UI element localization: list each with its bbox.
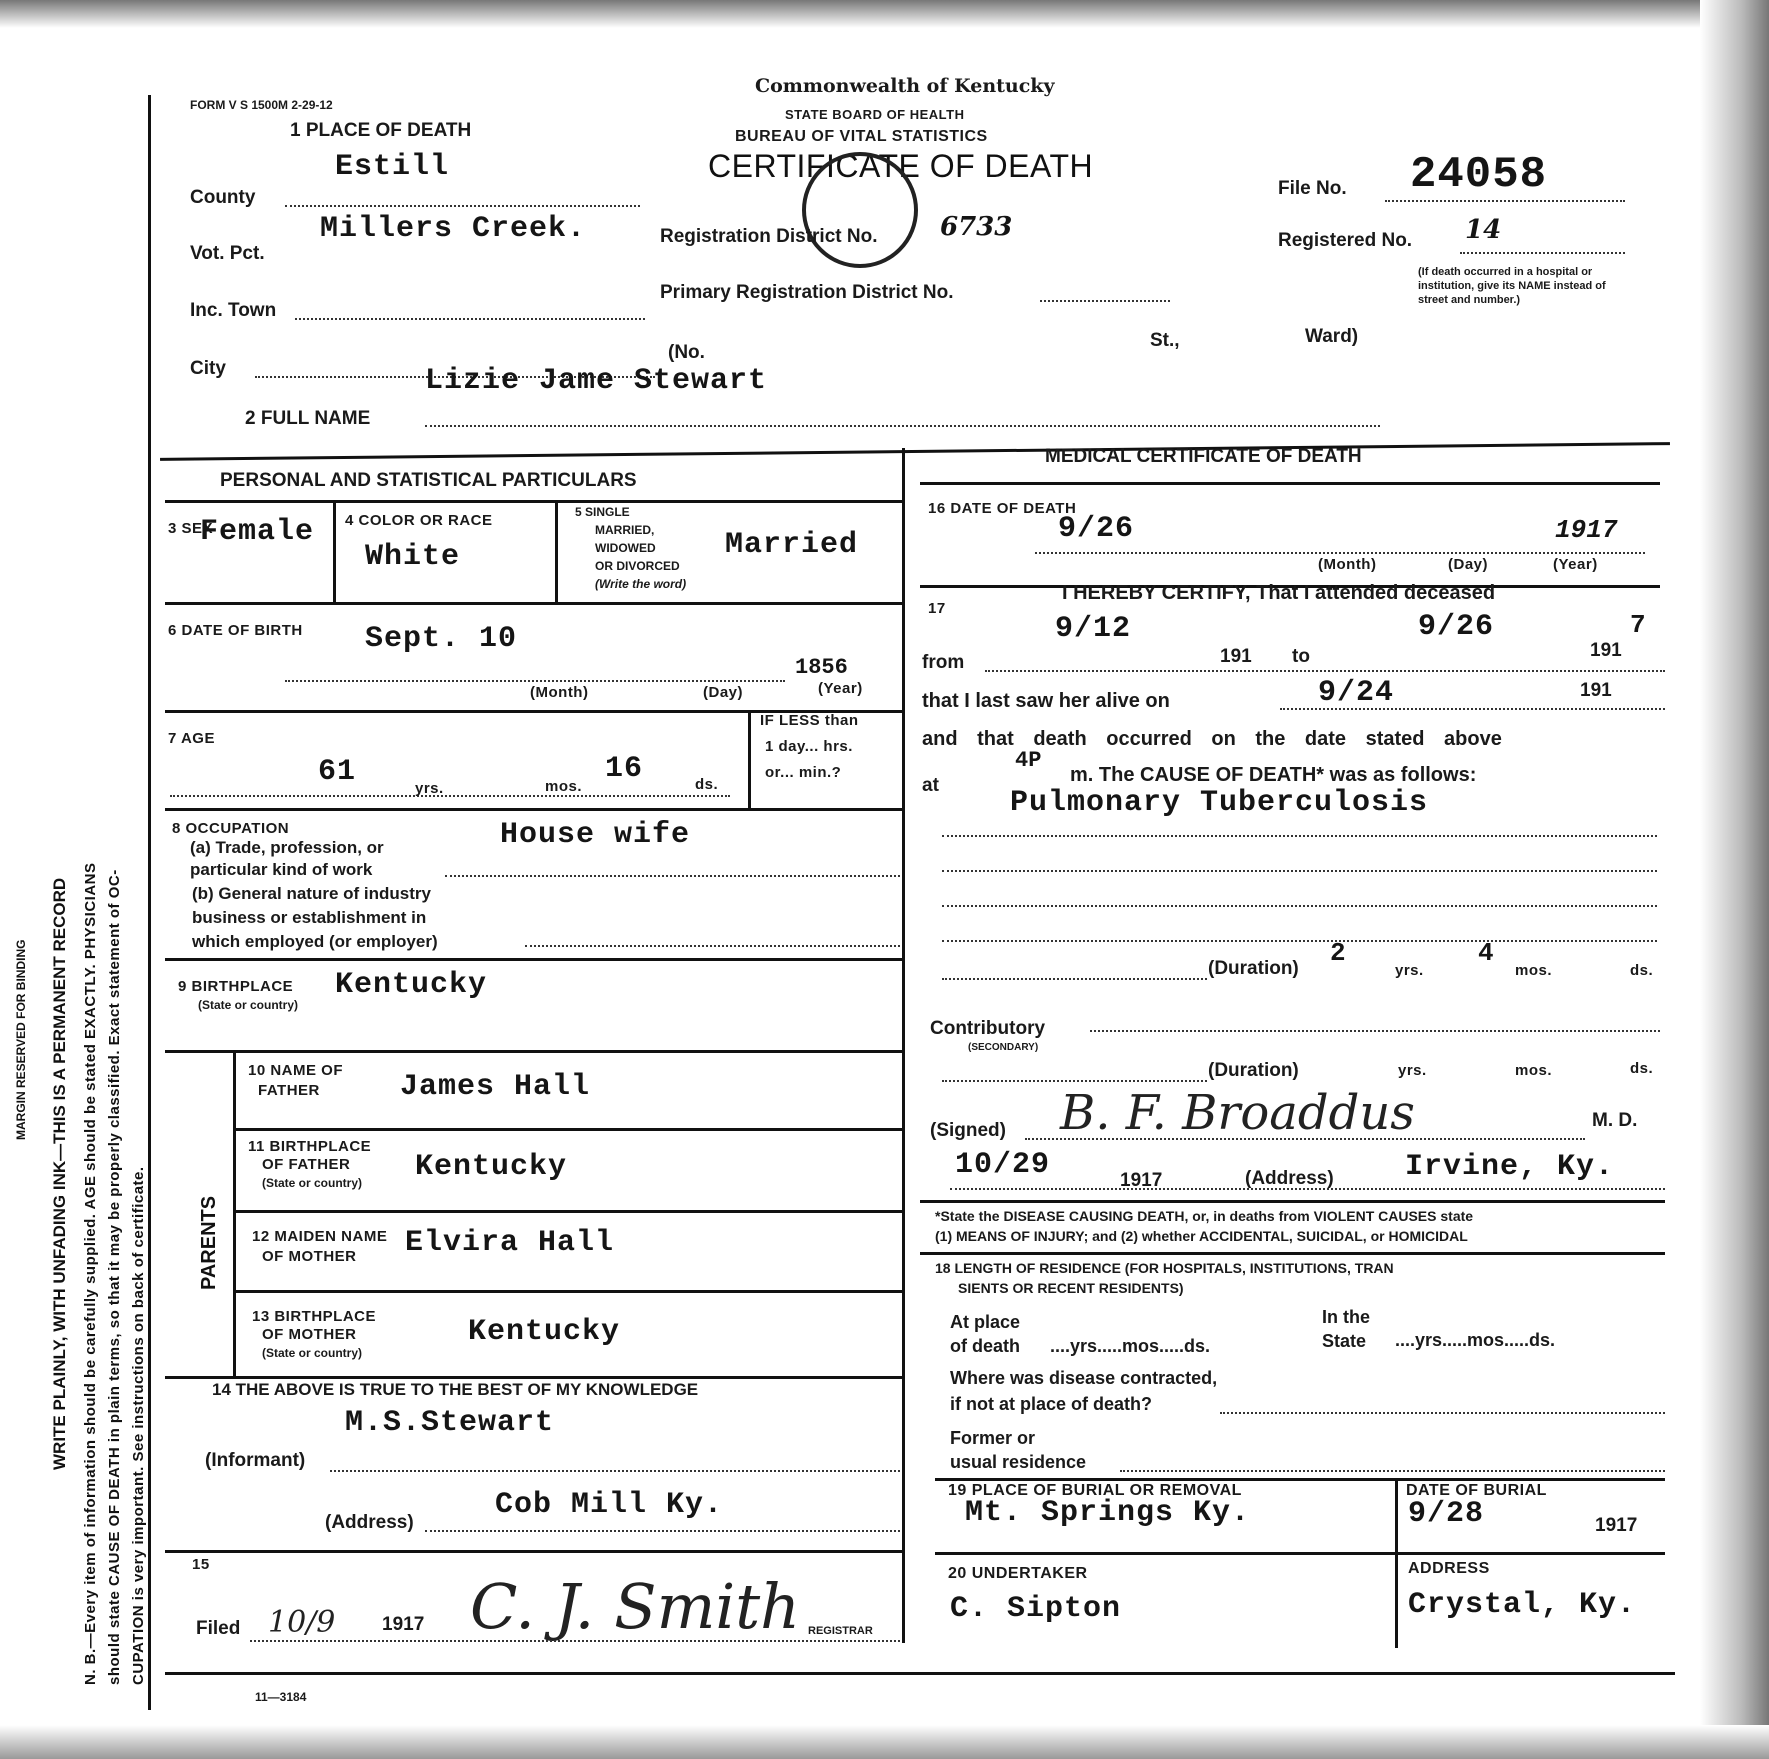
occ-b-label-3: which employed (or employer) [192,932,438,951]
registrar-label: REGISTRAR [808,1625,873,1637]
duration-line [942,978,1207,980]
father-value: James Hall [400,1070,591,1104]
burial-rule-top [935,1478,1665,1481]
last-saw-year: 191 [1580,680,1612,701]
contributory-line-1 [1090,1030,1660,1032]
primary-district-line [1040,300,1170,302]
dod-line [1035,552,1645,554]
father-label-2: FATHER [258,1082,320,1099]
burial-rule-mid [935,1552,1665,1555]
full-name-line [425,425,1380,427]
duration2-yrs-label: yrs. [1398,1062,1427,1079]
burial-year: 1917 [1595,1515,1638,1536]
residence-label-1: 18 LENGTH OF RESIDENCE (FOR HOSPITALS, INSTITUTIONS, TRAN [935,1260,1394,1276]
burial-place-label: 19 PLACE OF BURIAL OR REMOVAL [948,1482,1242,1499]
at-label: at [922,775,939,796]
cause-line-4 [942,940,1657,942]
to-label: to [1292,646,1310,667]
footnote-rule-top [920,1200,1665,1203]
margin-line-1: WRITE PLAINLY, WITH UNFADING INK—THIS IS A PERMANENT RECORD [50,877,69,1470]
to-year-digit: 7 [1630,610,1646,640]
from-label: from [922,652,965,673]
undertaker-label: 20 UNDERTAKER [948,1565,1088,1582]
occ-b-label-1: (b) General nature of industry [192,884,431,903]
marital-label-3: WIDOWED [595,541,656,555]
age-yrs-label: yrs. [415,780,444,797]
secondary-label: (SECONDARY) [968,1042,1039,1053]
mother-bp-value: Kentucky [468,1315,621,1349]
filed-date: 10/9 [268,1605,336,1640]
age-label: 7 AGE [168,730,215,747]
birthplace-value: Kentucky [335,968,488,1002]
marital-label-4: OR DIVORCED [595,559,680,573]
in-state-label: In the State [1322,1307,1370,1351]
signed-label: (Signed) [930,1120,1006,1141]
duration2-mos-label: mos. [1515,1062,1553,1079]
from-year: 191 [1220,646,1252,667]
registered-no-line [1460,252,1625,254]
sex-label: 3 SEX [168,520,214,537]
duration-yrs-label: yrs. [1395,962,1424,979]
personal-heading-rule [165,500,902,503]
birthplace-label-1: 9 BIRTHPLACE [178,978,294,995]
color-value: White [365,540,461,574]
sex-value: Female [200,515,315,549]
reg-district-label: Registration District No. [660,226,878,247]
inc-town-label: Inc. Town [190,300,277,321]
father-rule [235,1128,902,1131]
ward-label: Ward) [1305,326,1359,347]
county-label: County [190,187,256,208]
at-place-label-1: At place [950,1312,1021,1332]
occ-b-label-2: business or establishment in [192,908,427,927]
duration-mos-label: mos. [1515,962,1553,979]
burial-address-label: ADDRESS [1408,1560,1490,1577]
informant-name: M.S.Stewart [345,1406,555,1440]
filed-num: 15 [192,1556,210,1573]
last-saw-value: 9/24 [1318,676,1395,710]
marital-label-2: MARRIED, [595,523,655,537]
registrar-signature: C. J. Smith [470,1570,801,1643]
bureau-heading: BUREAU OF VITAL STATISTICS [735,128,988,145]
age-ds-label: ds. [695,776,719,793]
informant-label: (Informant) [205,1450,306,1471]
top-edge [0,0,1769,28]
contracted-label-2: if not at place of death? [950,1394,1153,1414]
father-bp-label-2: OF FATHER [262,1156,351,1173]
top-rule [160,442,1670,461]
file-no-value: 24058 [1410,150,1548,200]
primary-district-label: Primary Registration District No. [660,282,954,303]
vot-pct-value: Millers Creek. [320,212,587,246]
form-bottom-rule [165,1672,1675,1675]
signed-address-label: (Address) [1245,1168,1334,1189]
occ-a-label-1: (a) Trade, profession, or [190,838,384,857]
place-of-death-heading: 1 PLACE OF DEATH [290,120,472,141]
dob-day-label: (Day) [703,684,744,701]
dod-value: 9/26 [1058,512,1135,546]
margin-reserved-text: MARGIN RESERVED FOR BINDING [14,939,28,1140]
occ-a-label-2: particular kind of work [190,860,373,879]
burial-place-value: Mt. Springs Ky. [965,1496,1251,1530]
inc-town-line [295,318,645,320]
burial-divider [1395,1478,1398,1648]
right-edge [1700,0,1769,1759]
duration-months: 4 [1478,938,1494,968]
from-date: 9/12 [1055,612,1132,646]
informant-address-label: (Address) [325,1512,414,1533]
occupation-label: 8 OCCUPATION [172,820,290,837]
occ-b-line [525,945,900,947]
in-state-units: ....yrs.....mos.....ds. [1395,1330,1556,1350]
informant-line [330,1470,900,1472]
last-saw-label: that I last saw her alive on [922,690,1170,712]
less-label-3: or... min.? [765,764,842,781]
dob-year: 1856 [795,655,848,680]
dob-month-label: (Month) [530,684,589,701]
burial-date-label: DATE OF BURIAL [1406,1482,1547,1499]
occupation-value: House wife [500,818,691,852]
filed-line [250,1640,900,1642]
contributory-label: Contributory [930,1018,1046,1039]
row5-rule [165,1050,902,1053]
mother-label-2: OF MOTHER [262,1248,357,1265]
birthplace-label-2: (State or country) [198,998,299,1012]
md-label: M. D. [1592,1110,1638,1131]
marital-value: Married [725,528,859,562]
occ-a-line [445,875,900,877]
county-line [285,205,640,207]
physician-signature: B. F. Broaddus [1060,1085,1415,1141]
mother-bp-label-2: OF MOTHER [262,1326,357,1343]
st-label: St., [1150,330,1180,351]
county-value: Estill [335,150,450,184]
informant-heading: 14 THE ABOVE IS TRUE TO THE BEST OF MY KNOWLEDGE [212,1380,699,1399]
dod-year: 1917 [1555,515,1618,545]
informant-bottom-rule [165,1550,902,1553]
dob-value: Sept. 10 [365,622,518,656]
filed-year: 1917 [382,1614,425,1635]
mother-bp-label-3: (State or country) [262,1346,363,1360]
sex-divider [333,500,336,602]
residence-label-2: SIENTS OR RECENT RESIDENTS) [958,1280,1184,1296]
signed-date: 10/29 [955,1148,1051,1182]
age-divider [748,710,751,808]
informant-address-line [425,1530,900,1532]
former-label-2: usual residence [950,1452,1087,1472]
registered-no-value: 14 [1465,215,1502,245]
from-line [985,670,1665,672]
margin-line-2: N. B.—Every item of information should be carefully supplied. AGE should be stated EXACTLY. PHYSICIANS [82,862,99,1685]
dod-year-label: (Year) [1553,556,1598,573]
personal-heading: PERSONAL AND STATISTICAL PARTICULARS [220,470,637,491]
informant-address: Cob Mill Ky. [495,1488,724,1522]
hospital-note: (If death occurred in a hospital or institution, give its NAME instead of street and number.) [1418,266,1606,306]
cause-line-2 [942,870,1657,872]
occurred-text: and that death occurred on the date stated above [922,728,1502,750]
color-divider [555,500,558,602]
contracted-label-1: Where was disease contracted, [950,1368,1218,1388]
age-days-value: 16 [605,752,644,786]
cause-line-3 [942,905,1657,907]
full-name-label: 2 FULL NAME [245,408,371,429]
color-label: 4 COLOR OR RACE [345,512,493,529]
row3-rule [165,808,902,811]
signed-line [1025,1138,1585,1140]
medical-heading-rule [920,482,1660,485]
cert-text: I HEREBY CERTIFY, That I attended deceased [1062,582,1496,604]
form-code: FORM V S 1500M 2-29-12 [190,98,333,112]
duration-ds-label: ds. [1630,962,1654,979]
to-year: 191 [1590,640,1622,661]
no-label: (No. [668,342,705,363]
father-label-1: 10 NAME OF [248,1062,344,1079]
undertaker-value: C. Sipton [950,1592,1122,1626]
less-label-1: IF LESS than [760,712,859,729]
father-bp-value: Kentucky [415,1150,568,1184]
former-line [1120,1470,1665,1472]
file-no-label: File No. [1278,178,1347,199]
signed-date-line [950,1188,1665,1190]
footnote-2: (1) MEANS OF INJURY; and (2) whether ACCIDENTAL, SUICIDAL, or HOMICIDAL [935,1228,1468,1244]
duration-years: 2 [1330,938,1346,968]
age-line [170,795,730,797]
duration-label-2: (Duration) [1208,1060,1299,1081]
father-bp-rule [235,1210,902,1213]
row1-rule [165,602,902,605]
parents-bottom-rule [165,1376,902,1379]
bottom-code: 11—3184 [255,1690,307,1704]
dob-year-label: (Year) [818,680,863,697]
board-heading: STATE BOARD OF HEALTH [785,107,965,122]
burial-address-value: Crystal, Ky. [1408,1588,1637,1622]
registered-no-label: Registered No. [1278,230,1413,251]
city-label: City [190,358,226,379]
footnote-1: *State the DISEASE CAUSING DEATH, or, in deaths from VIOLENT CAUSES state [935,1208,1474,1224]
filed-label: Filed [196,1618,241,1639]
mother-rule [235,1290,902,1293]
dod-day-label: (Day) [1448,556,1489,573]
certificate-title: CERTIFICATE OF DEATH [708,148,1094,184]
vot-pct-label: Vot. Pct. [190,243,265,264]
cause-line-1 [942,835,1657,837]
mother-bp-label-1: 13 BIRTHPLACE [252,1308,377,1325]
row4-rule [165,958,902,961]
former-label-1: Former or [950,1428,1036,1448]
margin-line-3: should state CAUSE OF DEATH in plain terms, so that it may be properly classified. Exact statement of OC- [106,869,123,1685]
commonwealth-heading: Commonwealth of Kentucky [755,75,1055,97]
last-saw-line [1280,708,1665,710]
signed-year: 1917 [1120,1170,1163,1191]
burial-date-value: 9/28 [1408,1497,1485,1531]
contracted-line [1220,1412,1665,1414]
father-bp-label-3: (State or country) [262,1176,363,1190]
margin-line-4: CUPATION is very important. See instructions on back of certificate. [130,1166,147,1685]
marital-label-1: 5 SINGLE [575,505,630,519]
to-date: 9/26 [1418,610,1495,644]
dod-label: 16 DATE OF DEATH [928,500,1077,517]
at-place-units: ....yrs.....mos.....ds. [1050,1336,1211,1356]
marital-note: (Write the word) [595,577,687,591]
parents-divider [233,1052,236,1377]
dob-line [285,680,785,682]
margin-rule [148,95,151,1710]
duration2-ds-label: ds. [1630,1060,1654,1077]
footnote-rule-bottom [920,1252,1665,1255]
medical-heading: MEDICAL CERTIFICATE OF DEATH [1045,446,1362,467]
cause-value: Pulmonary Tuberculosis [1010,786,1429,820]
reg-district-value: 6733 [940,212,1013,242]
father-bp-label-1: 11 BIRTHPLACE [248,1138,372,1155]
cert-num: 17 [928,600,946,617]
duration-label: (Duration) [1208,958,1299,979]
cause-text: m. The CAUSE OF DEATH* was as follows: [1070,764,1477,786]
full-name-value: Lizie Jame Stewart [425,364,768,398]
dob-label: 6 DATE OF BIRTH [168,622,303,639]
bottom-edge [0,1725,1769,1759]
at-time: 4P [1015,748,1042,773]
dod-month-label: (Month) [1318,556,1377,573]
mother-value: Elvira Hall [405,1226,615,1260]
age-mos-label: mos. [545,778,583,795]
age-years-value: 61 [318,755,357,789]
file-no-line [1385,200,1625,202]
mother-label-1: 12 MAIDEN NAME [252,1228,388,1245]
parents-side-label: PARENTS [198,1195,220,1290]
less-label-2: 1 day... hrs. [765,738,853,755]
signed-address: Irvine, Ky. [1405,1150,1615,1184]
contributory-line-2 [942,1080,1207,1082]
center-divider [902,448,905,1643]
at-place-label-2: of death [950,1336,1020,1356]
seal-stamp [802,152,918,268]
